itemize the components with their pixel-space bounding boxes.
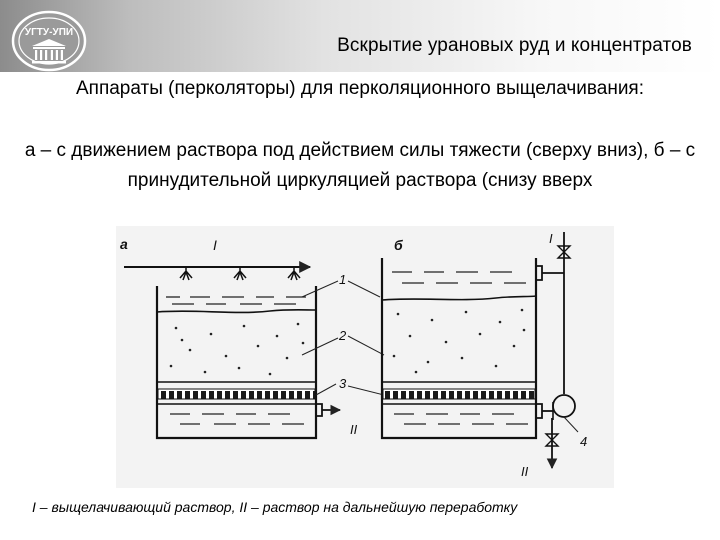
slide-subtitle: Аппараты (перколяторы) для перколяционного выщелачивания: — [75, 78, 644, 99]
callout-3: 3 — [339, 376, 347, 391]
false-bottom-a — [158, 389, 315, 399]
label-I-b: I — [549, 231, 553, 246]
false-bottom-b — [383, 389, 535, 399]
label-a: a — [120, 236, 128, 252]
label-I-a: I — [213, 237, 217, 253]
callout-2: 2 — [339, 328, 347, 343]
callout-1: 1 — [339, 272, 347, 287]
percolator-diagram — [116, 226, 614, 488]
university-logo — [10, 10, 88, 72]
label-II-a: II — [350, 422, 358, 437]
label-b: б — [394, 237, 403, 253]
logo-text: УГТУ-УПИ — [24, 27, 74, 38]
figure-caption: I – выщелачивающий раствор, II – раствор на дальнейшую переработку — [32, 499, 518, 515]
slide-title: Вскрытие урановых руд и концентратов — [337, 35, 692, 56]
pump — [553, 395, 575, 417]
label-II-b: II — [521, 464, 529, 479]
callout-4: 4 — [580, 434, 588, 449]
slide-description: а – с движением раствора под действием силы тяжести (сверху вниз), б – с принудительной циркуляцией раствора (снизу вверх — [24, 140, 696, 191]
